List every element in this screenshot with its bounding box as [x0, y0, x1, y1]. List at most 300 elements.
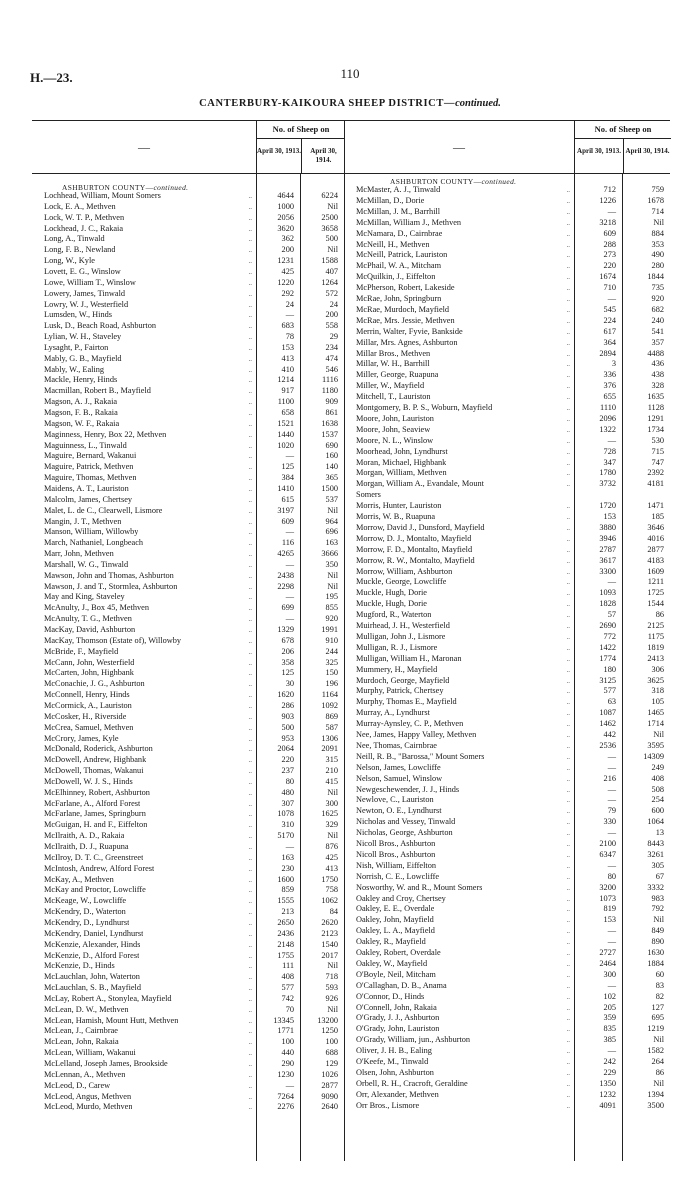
holder-name: Marr, John, Methven: [44, 549, 114, 559]
sheep-count-1914: Nil: [327, 787, 338, 797]
right-section-name: ASHBURTON COUNTY—: [390, 177, 482, 186]
sheep-count-1913: —: [607, 980, 616, 990]
sheep-count-1913: 3946: [599, 533, 616, 543]
holder-name: McLeod, D., Carew: [44, 1080, 111, 1090]
sheep-count-1913: 1755: [277, 950, 294, 960]
leader-dots: ..: [248, 322, 252, 331]
sheep-count-1913: 102: [603, 991, 616, 1001]
holder-name: Norrish, C. E., Lowcliffe: [356, 871, 440, 881]
table-row: [344, 327, 670, 338]
sheep-count-1914: 884: [651, 228, 664, 238]
table-row: [344, 1024, 670, 1035]
right-sheep-header: [574, 121, 671, 173]
sheep-count-1914: 244: [325, 646, 338, 656]
table-row: [32, 191, 344, 202]
sheep-count-1913: 545: [603, 304, 616, 314]
table-row: [32, 538, 344, 549]
holder-name: Morris, Hunter, Lauriston: [356, 501, 442, 511]
sheep-count-1914: Nil: [327, 505, 338, 515]
sheep-count-1914: 196: [325, 679, 338, 689]
holder-name: McLelland, Joseph James, Brookside: [44, 1059, 168, 1068]
table-row: [32, 386, 344, 397]
sheep-count-1913: 678: [281, 635, 294, 645]
table-row: [344, 904, 670, 915]
table-row: [344, 632, 670, 643]
sheep-count-1914: 3658: [321, 223, 338, 233]
sheep-count-1913: 3620: [277, 223, 294, 233]
sheep-count-1914: 1175: [647, 631, 664, 641]
leader-dots: ..: [248, 843, 252, 851]
sheep-count-1914: 1844: [647, 272, 664, 282]
leader-dots: ..: [248, 712, 252, 721]
sheep-count-1913: 242: [603, 1057, 616, 1066]
holder-name: McCarten, John, Highbank: [44, 668, 134, 678]
table-row: [32, 1048, 344, 1059]
sheep-count-1913: 1110: [600, 403, 616, 412]
leader-dots: ..: [248, 593, 252, 602]
leader-dots: ..: [566, 905, 570, 914]
table-row: [32, 397, 344, 408]
sheep-count-1913: 300: [603, 969, 616, 979]
leader-dots: ..: [566, 567, 570, 576]
holder-name: Moran, Michael, Highbank: [356, 457, 447, 467]
table-row: [344, 850, 670, 861]
sheep-count-1913: 220: [603, 261, 616, 271]
table-row: [32, 701, 344, 712]
table-row: [32, 256, 344, 267]
sheep-count-1913: 1230: [277, 1069, 294, 1079]
holder-name: McDowell, W. J. S., Hinds: [44, 776, 133, 786]
left-table-header: [32, 121, 344, 174]
leader-dots: ..: [248, 918, 252, 927]
table-row: [32, 213, 344, 224]
leader-dots: ..: [248, 365, 252, 374]
sheep-count-1913: 742: [281, 993, 294, 1003]
leader-dots: ..: [566, 273, 570, 282]
sheep-count-1913: 3732: [599, 479, 616, 489]
holder-name: Lock, W. T. P., Methven: [44, 212, 125, 222]
holder-name: Moore, John, Seaview: [356, 424, 431, 434]
sheep-count-1913: 712: [603, 185, 616, 194]
table-row: [344, 1046, 670, 1057]
sheep-count-1913: 1674: [599, 272, 616, 282]
table-row: [32, 668, 344, 679]
table-row: [344, 436, 670, 447]
leader-dots: ..: [566, 229, 570, 238]
table-row: [32, 571, 344, 582]
holder-name: McLay, Robert A., Stonylea, Mayfield: [44, 993, 172, 1003]
table-row: [344, 621, 670, 632]
table-row: [344, 970, 670, 981]
sheep-count-1914: 264: [651, 1057, 664, 1066]
holder-name: Mangin, J. T., Methven: [44, 516, 122, 526]
table-row: [344, 425, 670, 436]
leader-dots: ..: [566, 643, 570, 652]
table-row: [32, 310, 344, 321]
sheep-count-1913: 330: [603, 817, 616, 827]
sheep-count-1913: 442: [603, 730, 616, 739]
leader-dots: ..: [248, 452, 252, 461]
holder-name: Oakley, L. A., Mayfield: [356, 926, 435, 936]
leader-dots: ..: [248, 929, 252, 938]
sheep-count-1913: 2438: [277, 570, 294, 580]
leader-dots: ..: [566, 295, 570, 303]
table-row: [344, 240, 670, 251]
sheep-count-1913: 362: [281, 234, 294, 244]
sheep-count-1914: 876: [325, 842, 338, 851]
table-row: [344, 959, 670, 970]
holder-name: Orr, Alexander, Methven: [356, 1089, 439, 1099]
sheep-count-1914: 1540: [321, 939, 338, 949]
sheep-count-1913: 1073: [599, 893, 616, 903]
sheep-count-1913: 376: [603, 381, 616, 391]
holder-name: Oakley, John, Mayfield: [356, 915, 434, 925]
holder-name: Lochhead, William, Mount Somers: [44, 191, 161, 200]
table-row: [344, 599, 670, 610]
sheep-count-1914: 3666: [321, 549, 338, 559]
leader-dots: ..: [248, 409, 252, 417]
table-row: [32, 864, 344, 875]
sheep-count-1914: 1394: [647, 1089, 664, 1099]
leader-dots: ..: [566, 861, 570, 870]
leader-dots: ..: [566, 480, 570, 489]
sheep-count-1913: 220: [281, 755, 294, 765]
holder-name: McCrea, Samuel, Methven: [44, 722, 134, 732]
holder-name: Lock, E. A., Methven: [44, 201, 116, 211]
holder-name: Morrow, F. D., Montalto, Mayfield: [356, 544, 473, 554]
sheep-count-1914: 280: [651, 261, 664, 271]
sheep-count-1914: 1678: [647, 195, 664, 205]
table-row: [32, 1059, 344, 1070]
holder-name: Manson, William, Willowby: [44, 527, 139, 537]
sheep-count-1913: 1774: [599, 653, 616, 663]
leader-dots: ..: [566, 262, 570, 271]
sheep-count-1913: 230: [281, 863, 294, 873]
holder-name: Lumsden, W., Hinds: [44, 310, 112, 320]
sheep-count-1914: 300: [325, 798, 338, 808]
sheep-count-1914: 13: [655, 828, 664, 838]
table-row: [344, 1068, 670, 1079]
leader-dots: ..: [248, 246, 252, 255]
left-section-suffix: continued.: [153, 183, 189, 192]
leader-dots: ..: [248, 658, 252, 667]
leader-dots: ..: [248, 387, 252, 396]
holder-name: Lysaght, P., Fairton: [44, 342, 109, 352]
leader-dots: ..: [248, 821, 252, 830]
holder-name: McConachie, J. G., Ashburton: [44, 679, 145, 689]
sheep-count-1914: 24: [329, 299, 338, 309]
holder-name: McFarlane, A., Alford Forest: [44, 798, 141, 808]
sheep-count-1913: 615: [281, 494, 294, 504]
holder-name: McLennan, A., Methven: [44, 1069, 126, 1079]
sheep-count-1914: 695: [651, 1013, 664, 1023]
left-col-1914: April 30, 1914.: [301, 138, 345, 173]
sheep-count-1913: 310: [281, 820, 294, 830]
leader-dots: ..: [566, 731, 570, 739]
holder-name: McLauchlan, S. B., Mayfield: [44, 983, 142, 993]
table-row: [32, 549, 344, 560]
table-row: [32, 940, 344, 951]
holder-name: Maguinness, L., Tinwald: [44, 440, 127, 450]
table-row: [344, 370, 670, 381]
table-row: [32, 430, 344, 441]
holder-name: Olsen, John, Ashburton: [356, 1067, 434, 1077]
holder-name: Murray-Aynsley, C. P., Methven: [356, 719, 464, 729]
holder-name: Oakley, Robert, Overdale: [356, 948, 441, 957]
holder-name: Muckle, Hugh, Dorie: [356, 599, 427, 609]
table-row: [344, 261, 670, 272]
leader-dots: ..: [566, 382, 570, 391]
sheep-count-1913: 2536: [599, 740, 616, 750]
table-row: [344, 359, 670, 370]
page-title: [0, 98, 700, 109]
sheep-count-1913: 1093: [599, 588, 616, 598]
table-row: [344, 1013, 670, 1024]
table-row: [344, 207, 670, 218]
left-table: [32, 120, 345, 1161]
sheep-count-1914: 305: [651, 860, 664, 870]
holder-name: McMaster, A. J., Tinwald: [356, 185, 441, 194]
sheep-count-1913: 153: [603, 512, 616, 521]
leader-dots: ..: [248, 267, 252, 276]
sheep-count-1913: 819: [603, 904, 616, 914]
holder-name: Merrin, Walter, Fyvie, Bankside: [356, 326, 463, 336]
leader-dots: ..: [566, 894, 570, 903]
leader-dots: ..: [566, 970, 570, 979]
table-row: [344, 643, 670, 654]
leader-dots: ..: [566, 414, 570, 423]
sheep-count-1913: 273: [603, 250, 616, 260]
leader-dots: ..: [248, 647, 252, 656]
leader-dots: ..: [566, 741, 570, 750]
sheep-count-1913: 237: [281, 766, 294, 776]
table-row: [344, 926, 670, 937]
sheep-count-1914: 8443: [647, 839, 664, 848]
table-row: [344, 305, 670, 316]
holder-name: McLean, Hamish, Mount Hutt, Methven: [44, 1015, 179, 1025]
leader-dots: ..: [566, 927, 570, 936]
sheep-count-1913: —: [607, 435, 616, 445]
sheep-count-1913: 116: [281, 538, 294, 548]
holder-name: May and King, Staveley: [44, 592, 125, 602]
sheep-count-1913: 2727: [599, 948, 616, 957]
holder-name: Somers: [356, 490, 381, 500]
leader-dots: ..: [248, 224, 252, 233]
sheep-count-1913: 3200: [599, 882, 616, 892]
sheep-count-1914: 82: [655, 991, 664, 1001]
sheep-count-1913: 953: [281, 733, 294, 743]
table-row: [32, 365, 344, 376]
sheep-count-1913: 125: [281, 462, 294, 472]
sheep-count-1913: —: [607, 828, 616, 838]
holder-name: O'Connell, John, Rakaia: [356, 1002, 437, 1012]
leader-dots: ..: [566, 720, 570, 729]
table-row: [344, 196, 670, 207]
sheep-count-1914: 500: [325, 234, 338, 244]
sheep-count-1913: 440: [281, 1048, 294, 1058]
sheep-count-1913: 699: [281, 603, 294, 613]
leader-dots: ..: [566, 807, 570, 816]
sheep-count-1914: 200: [325, 310, 338, 320]
leader-dots: ..: [566, 186, 570, 194]
sheep-count-1913: 1521: [277, 418, 294, 428]
table-row: [32, 820, 344, 831]
leader-dots: ..: [248, 463, 252, 472]
sheep-count-1914: 983: [651, 893, 664, 903]
sheep-count-1913: 1462: [599, 719, 616, 729]
holder-name: Maginness, Henry, Box 22, Methven: [44, 429, 167, 439]
holder-name: McQuilkin, J., Eiffelton: [356, 272, 436, 282]
holder-name: McRae, Mrs. Jessie, Methven: [356, 315, 455, 325]
sheep-count-1913: 206: [281, 646, 294, 656]
holder-name: Lowry, W. J., Westerfield: [44, 299, 129, 309]
sheep-count-1914: 6224: [321, 191, 338, 200]
leader-dots: ..: [566, 1090, 570, 1099]
sheep-count-1913: 1620: [277, 690, 294, 700]
holder-name: Muckle, Hugh, Dorie: [356, 588, 427, 598]
leader-dots: ..: [566, 992, 570, 1001]
sheep-count-1913: 6347: [599, 849, 616, 859]
table-row: [32, 495, 344, 506]
holder-name: McMillan, J. M., Barrhill: [356, 206, 441, 216]
leader-dots: ..: [248, 626, 252, 634]
holder-name: Mably, G. B., Mayfield: [44, 353, 122, 363]
holder-name: McIlraith, A. D., Rakaia: [44, 831, 125, 841]
sheep-count-1914: 67: [655, 871, 664, 881]
sheep-count-1913: 2787: [599, 544, 616, 554]
sheep-count-1913: 410: [281, 364, 294, 374]
table-row: [344, 588, 670, 599]
leader-dots: ..: [248, 441, 252, 450]
table-row: [32, 961, 344, 972]
sheep-count-1914: 541: [651, 326, 664, 336]
holder-name: Montgomery, B. P. S., Woburn, Mayfield: [356, 403, 493, 412]
leader-dots: ..: [566, 196, 570, 205]
sheep-count-1913: —: [285, 592, 294, 602]
sheep-count-1913: 2064: [277, 744, 294, 754]
leader-dots: ..: [248, 300, 252, 309]
table-row: [344, 839, 670, 850]
sheep-count-1913: 835: [603, 1024, 616, 1034]
sheep-count-1914: 129: [325, 1059, 338, 1068]
table-row: [32, 408, 344, 419]
leader-dots: ..: [248, 354, 252, 363]
holder-name: Millar, Mrs. Agnes, Ashburton: [356, 337, 458, 347]
table-row: [344, 654, 670, 665]
sheep-count-1914: 234: [325, 342, 338, 352]
holder-name: McAnulty, J., Box 45, Methven: [44, 603, 150, 613]
table-row: [344, 872, 670, 883]
sheep-count-1913: 1087: [599, 708, 616, 718]
leader-dots: ..: [248, 430, 252, 439]
leader-dots: ..: [566, 371, 570, 380]
sheep-count-1913: 2148: [277, 939, 294, 949]
holder-name: Mugford, R., Waterton: [356, 610, 432, 620]
sheep-count-1913: 200: [281, 245, 294, 255]
sheep-count-1914: Nil: [653, 730, 664, 739]
table-row: [344, 948, 670, 959]
sheep-count-1914: 558: [325, 321, 338, 331]
leader-dots: ..: [566, 404, 570, 412]
table-row: [32, 321, 344, 332]
table-row: [344, 490, 670, 501]
sheep-count-1913: 772: [603, 631, 616, 641]
leader-dots: ..: [248, 799, 252, 808]
holder-name: Mummery, H., Mayfield: [356, 664, 438, 674]
table-row: [32, 842, 344, 853]
sheep-count-1914: 2877: [647, 544, 664, 554]
sheep-count-1913: 609: [281, 516, 294, 526]
leader-dots: ..: [248, 289, 252, 298]
holder-name: Maguire, Thomas, Methven: [44, 473, 137, 483]
table-row: [32, 527, 344, 538]
table-row: [344, 458, 670, 469]
sheep-count-1913: —: [607, 926, 616, 936]
holder-name: McIntosh, Andrew, Alford Forest: [44, 863, 155, 873]
leader-dots: ..: [248, 745, 252, 754]
table-row: [32, 234, 344, 245]
holder-name: Millar, W. H., Barrhill: [356, 359, 430, 369]
holder-name: McMillan, William J., Methven: [356, 217, 462, 227]
sheep-count-1913: 2276: [277, 1102, 294, 1112]
sheep-count-1914: 759: [651, 185, 664, 194]
sheep-count-1913: 2464: [599, 958, 616, 968]
leader-dots: ..: [566, 1003, 570, 1012]
leader-dots: ..: [248, 474, 252, 483]
leader-dots: ..: [566, 360, 570, 369]
table-row: [32, 1081, 344, 1092]
leader-dots: ..: [248, 615, 252, 624]
sheep-count-1914: 240: [651, 315, 664, 325]
sheep-count-1914: 1116: [322, 375, 338, 385]
sheep-count-1914: 537: [325, 494, 338, 504]
sheep-count-1913: 384: [281, 473, 294, 483]
sheep-count-1913: 13345: [273, 1015, 294, 1025]
holder-name: March, Nathaniel, Longbeach: [44, 538, 144, 548]
holder-name: McMillan, D., Dorie: [356, 195, 425, 205]
holder-name: McCann, John, Westerfield: [44, 657, 135, 667]
table-row: [344, 316, 670, 327]
sheep-count-1914: 9090: [321, 1091, 338, 1101]
leader-dots: ..: [566, 1068, 570, 1077]
sheep-count-1914: 792: [651, 904, 664, 914]
holder-name: Mulligan, R. J., Lismore: [356, 642, 438, 652]
table-row: [344, 447, 670, 458]
sheep-count-1914: 1638: [321, 418, 338, 428]
sheep-count-1913: 1771: [277, 1026, 294, 1036]
table-row: [344, 915, 670, 926]
table-row: [344, 1003, 670, 1014]
leader-dots: ..: [566, 709, 570, 718]
leader-dots: ..: [248, 278, 252, 287]
sheep-count-1913: 1600: [277, 874, 294, 884]
leader-dots: ..: [248, 940, 252, 949]
sheep-count-1914: 3595: [647, 740, 664, 750]
leader-dots: ..: [248, 973, 252, 982]
table-row: [344, 828, 670, 839]
table-row: [32, 766, 344, 777]
table-row: [32, 343, 344, 354]
leader-dots: ..: [248, 1016, 252, 1025]
sheep-count-1914: 600: [651, 806, 664, 816]
holder-name: Newgeschewender, J. J., Hinds: [356, 784, 460, 794]
sheep-count-1913: 1322: [599, 424, 616, 434]
sheep-count-1913: 205: [603, 1002, 616, 1012]
table-row: [344, 719, 670, 730]
holder-name: McRae, Murdoch, Mayfield: [356, 304, 450, 314]
leader-dots: ..: [566, 872, 570, 881]
sheep-count-1914: 160: [325, 451, 338, 461]
